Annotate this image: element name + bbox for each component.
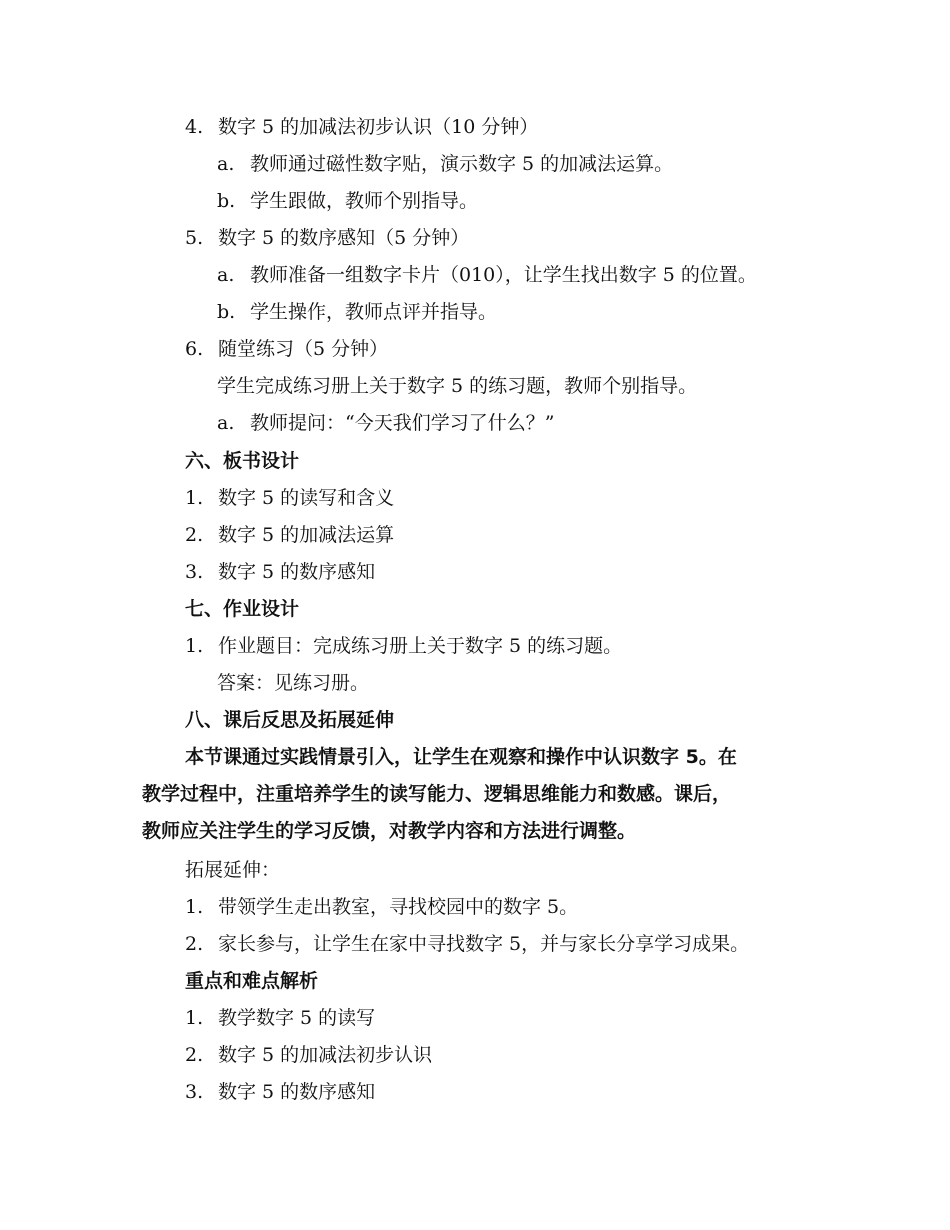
item-text: 随堂练习（5 分钟） (218, 338, 389, 360)
sub-item-letter: a. (217, 153, 235, 175)
list-item (185, 931, 749, 957)
list-item (185, 485, 394, 511)
item-text: 作业题目：完成练习册上关于数字 5 的练习题。 (218, 635, 623, 657)
item-text: 带领学生走出教室，寻找校园中的数字 5。 (218, 896, 579, 918)
item-text: 数字 5 的数序感知 (218, 561, 376, 583)
item-number: 1. (185, 1007, 204, 1029)
list-item (185, 559, 375, 585)
reflection-paragraph-line-3: 教师应关注学生的学习反馈，对教学内容和方法进行调整。 (142, 820, 637, 842)
reflection-paragraph-line-1: 本节课通过实践情景引入，让学生在观察和操作中认识数字 5。在 (185, 746, 737, 768)
item-text: 数字 5 的加减法运算 (218, 524, 395, 546)
list-item-6 (185, 336, 388, 362)
extension-label: 拓展延伸： (185, 859, 281, 881)
sub-item-letter: b. (217, 301, 236, 323)
sub-item-text: 教师提问：“今天我们学习了什么？” (250, 412, 555, 434)
item-number: 5. (185, 227, 204, 249)
section-heading-reflection: 八、课后反思及拓展延伸 (185, 709, 395, 731)
item-text: 数字 5 的读写和含义 (218, 487, 395, 509)
sub-item-6a (217, 410, 554, 436)
sub-item-5b (217, 299, 497, 325)
section-heading-homework: 七、作业设计 (185, 598, 300, 620)
item-number: 1. (185, 896, 204, 918)
sub-item-letter: b. (217, 190, 236, 212)
list-item (185, 522, 394, 548)
list-item (185, 1042, 432, 1068)
item-text: 数字 5 的加减法初步认识 (218, 1044, 433, 1066)
list-item (185, 894, 578, 920)
item-number: 4. (185, 116, 204, 138)
sub-item-text: 学生跟做，教师个别指导。 (250, 190, 479, 212)
item-number: 1. (185, 635, 204, 657)
section-heading-key-points: 重点和难点解析 (185, 970, 319, 992)
sub-item-text: 教师准备一组数字卡片（010），让学生找出数字 5 的位置。 (250, 264, 757, 286)
sub-item-letter: a. (217, 412, 235, 434)
reflection-paragraph-line-2: 教学过程中，注重培养学生的读写能力、逻辑思维能力和数感。课后， (142, 783, 732, 805)
item-number: 3. (185, 1081, 204, 1103)
section-heading-board-design: 六、板书设计 (185, 450, 300, 472)
list-item-4 (185, 114, 538, 140)
list-item-5 (185, 225, 469, 251)
item-number: 2. (185, 933, 204, 955)
list-item (185, 1005, 375, 1031)
sub-item-letter: a. (217, 264, 235, 286)
item-number: 3. (185, 561, 204, 583)
sub-item-text: 学生操作，教师点评并指导。 (250, 301, 498, 323)
list-item (185, 633, 622, 659)
sub-item-4b (217, 188, 478, 214)
item-text: 数字 5 的数序感知（5 分钟） (218, 227, 470, 249)
sub-item-text: 教师通过磁性数字贴，演示数字 5 的加减法运算。 (250, 153, 674, 175)
list-item (185, 1079, 375, 1105)
item-number: 2. (185, 1044, 204, 1066)
item-6-description: 学生完成练习册上关于数字 5 的练习题，教师个别指导。 (217, 375, 698, 397)
sub-item-4a (217, 151, 673, 177)
item-number: 2. (185, 524, 204, 546)
item-text: 教学数字 5 的读写 (218, 1007, 376, 1029)
item-text: 家长参与，让学生在家中寻找数字 5，并与家长分享学习成果。 (218, 933, 750, 955)
item-number: 1. (185, 487, 204, 509)
homework-answer: 答案：见练习册。 (217, 672, 370, 694)
sub-item-5a (217, 262, 757, 288)
item-text: 数字 5 的数序感知 (218, 1081, 376, 1103)
item-number: 6. (185, 338, 204, 360)
item-text: 数字 5 的加减法初步认识（10 分钟） (218, 116, 539, 138)
